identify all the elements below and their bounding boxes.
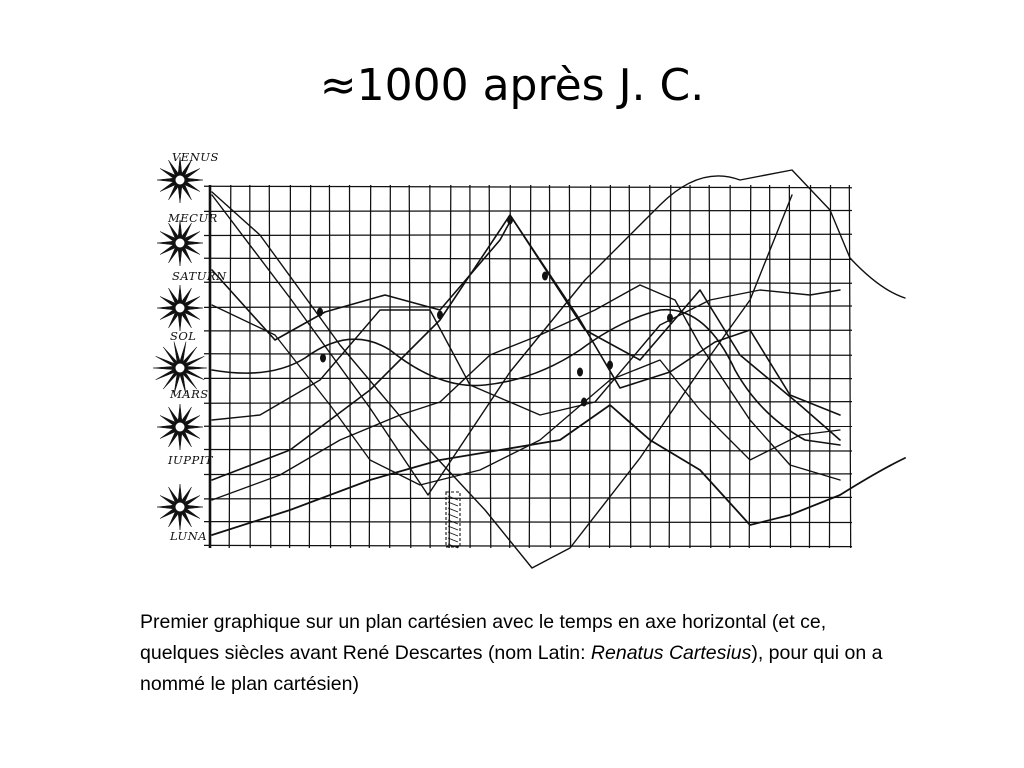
grid-vertical-line bbox=[770, 185, 771, 548]
grid-horizontal-line bbox=[204, 449, 852, 451]
star-center bbox=[176, 176, 185, 185]
manuscript-drawing bbox=[140, 140, 910, 580]
grid-vertical-line bbox=[309, 185, 310, 548]
grid-horizontal-line bbox=[204, 545, 852, 546]
grid-vertical-line bbox=[809, 185, 810, 548]
planet-curve bbox=[212, 192, 792, 568]
planet-curve bbox=[212, 170, 905, 495]
hatched-block bbox=[446, 492, 460, 548]
planet-label: IUPPIT bbox=[168, 453, 213, 467]
ink-blot bbox=[317, 308, 323, 317]
grid-vertical-line bbox=[589, 185, 590, 548]
grid-vertical-line bbox=[629, 185, 630, 548]
grid-vertical-line bbox=[749, 185, 751, 548]
grid-horizontal-line bbox=[204, 402, 852, 404]
grid-vertical-line bbox=[409, 185, 411, 548]
planetary-orbits-manuscript-figure bbox=[140, 140, 910, 580]
caption-italic-name: Renatus Cartesius bbox=[590, 642, 752, 665]
planet-curve bbox=[212, 215, 840, 480]
planet-curve bbox=[212, 285, 840, 500]
ink-blot bbox=[542, 272, 548, 281]
crescent-moon-icon bbox=[174, 543, 200, 571]
planet-label: VENUS bbox=[172, 150, 219, 164]
grid-horizontal-line bbox=[204, 211, 852, 212]
planet-curves bbox=[212, 170, 905, 568]
planet-label: SATURN bbox=[172, 269, 227, 283]
grid-vertical-line bbox=[390, 185, 391, 548]
slide-title: ≈1000 après J. C. bbox=[319, 60, 705, 111]
caption-text-1: Premier graphique sur un plan cartésien avec le temps en axe horizontal (et ce, quelques siècles avant René Descartes (nom Latin: bbox=[140, 611, 827, 665]
grid-vertical-line bbox=[789, 185, 790, 548]
grid-horizontal-line bbox=[204, 330, 852, 331]
grid-horizontal-line bbox=[204, 354, 852, 356]
ink-blot bbox=[577, 368, 583, 377]
planet-curve bbox=[212, 218, 840, 440]
star-icon bbox=[157, 404, 203, 450]
star-center bbox=[176, 503, 185, 512]
grid-vertical-line bbox=[449, 185, 451, 548]
planet-label: LUNA bbox=[170, 529, 208, 543]
grid-horizontal-line bbox=[204, 474, 852, 475]
star-icon bbox=[157, 484, 203, 530]
ink-blot bbox=[607, 361, 613, 370]
grid-horizontal-line bbox=[204, 282, 852, 283]
grid-vertical-line bbox=[329, 185, 330, 548]
ink-blot bbox=[667, 314, 673, 323]
grid-vertical-line bbox=[350, 185, 351, 548]
grid-vertical-line bbox=[669, 185, 671, 548]
star-center bbox=[176, 304, 185, 313]
grid-horizontal-line bbox=[204, 186, 852, 187]
grid-vertical-line bbox=[510, 185, 511, 548]
grid-vertical-line bbox=[829, 185, 830, 548]
star-icon bbox=[157, 220, 203, 266]
grid-horizontal-line bbox=[204, 306, 852, 307]
planet-label: SOL bbox=[170, 329, 197, 343]
grid-vertical-line bbox=[709, 185, 711, 548]
grid-vertical-line bbox=[369, 185, 370, 548]
ink-blot bbox=[581, 398, 587, 407]
ink-blot bbox=[507, 216, 513, 225]
ink-blot bbox=[320, 354, 326, 363]
caption bbox=[140, 607, 900, 701]
planet-labels bbox=[167, 150, 227, 543]
grid-vertical-line bbox=[269, 185, 270, 548]
grid-horizontal-line bbox=[204, 234, 852, 235]
star-center bbox=[176, 239, 185, 248]
grid-horizontal-line bbox=[204, 258, 852, 259]
planet-label: MECUR bbox=[168, 211, 218, 225]
grid-vertical-line bbox=[569, 185, 570, 548]
grid-horizontal-line bbox=[204, 497, 852, 498]
star-icon bbox=[157, 285, 203, 331]
caption-text-2: ), pour qui on a nommé le plan cartésien) bbox=[140, 642, 883, 696]
ink-blot bbox=[437, 311, 443, 320]
grid-vertical-line bbox=[849, 185, 850, 548]
star-center bbox=[176, 423, 185, 432]
grid-vertical-line bbox=[529, 185, 530, 548]
grid-vertical-line bbox=[489, 185, 491, 548]
planet-label: MARS bbox=[170, 387, 209, 401]
star-center bbox=[176, 364, 185, 373]
grid-horizontal-line bbox=[204, 522, 852, 523]
